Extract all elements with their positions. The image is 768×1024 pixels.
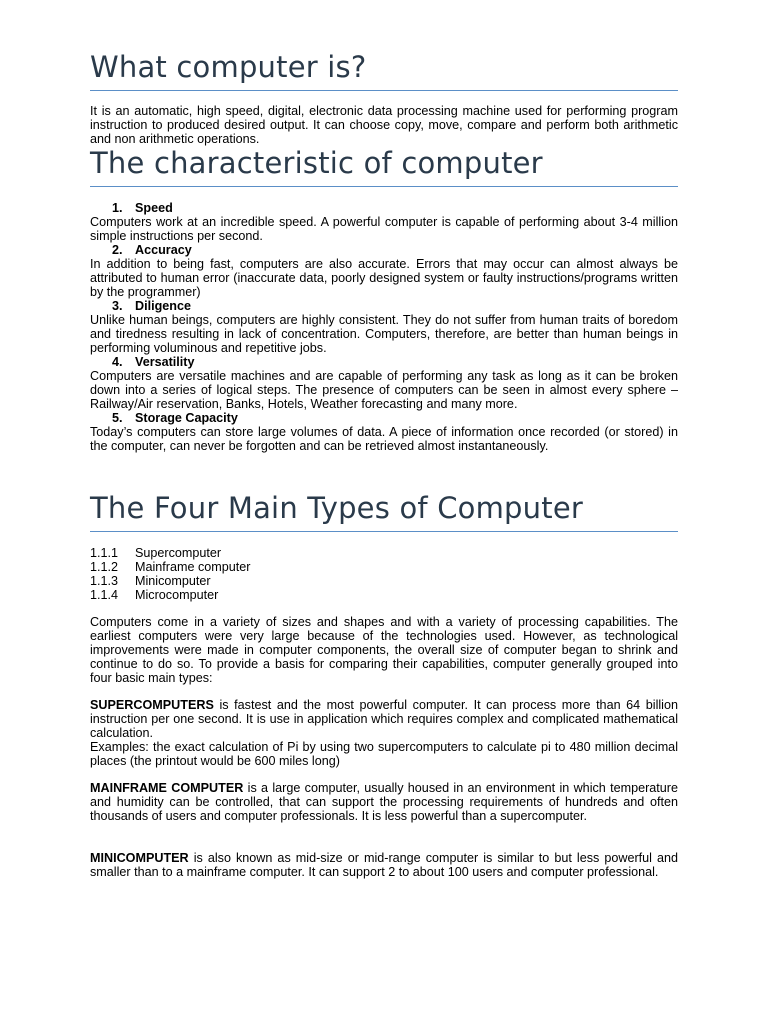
mainframe-paragraph: MAINFRAME COMPUTER is a large computer, usually housed in an environment in which temperature and humidity can be controlled, that can support the processing requirements of hundreds and often thousands of users and computer professionals. It is less powerful than a supercomputer. (90, 781, 678, 823)
heading-four-main-types: The Four Main Types of Computer (90, 491, 678, 532)
supercomputer-paragraph: SUPERCOMPUTERS is fastest and the most powerful computer. It can process more than 64 billion instruction per one second. It is use in application which requires complex and complicated mathematical calculation. (90, 698, 678, 740)
characteristic-heading: 4. Versatility (112, 355, 195, 369)
list-item: 1.1.3 Minicomputer (90, 574, 211, 588)
supercomputer-example: Examples: the exact calculation of Pi by using two supercomputers to calculate pi to 480 million decimal places (the printout would be 600 miles long) (90, 740, 678, 768)
mainframe-term: MAINFRAME COMPUTER (90, 781, 244, 795)
characteristic-text: Today’s computers can store large volumes of data. A piece of information once recorded (or stored) in the computer, can never be forgotten and can be retrieved almost instantaneously. (90, 425, 678, 453)
characteristic-text: Computers work at an incredible speed. A powerful computer is capable of performing about 3-4 million simple instructions per second. (90, 215, 678, 243)
list-item: 1.1.1 Supercomputer (90, 546, 222, 560)
characteristic-heading: 3. Diligence (112, 299, 191, 313)
characteristic-text: In addition to being fast, computers are also accurate. Errors that may occur can almost always be attributed to human error (inaccurate data, poorly designed system or faulty instructions/programs written by the programmer) (90, 257, 678, 299)
list-item: 1.1.4 Microcomputer (90, 588, 219, 602)
minicomputer-term: MINICOMPUTER (90, 851, 189, 865)
definition-paragraph: It is an automatic, high speed, digital, electronic data processing machine used for performing program instruction to produced desired output. It can choose copy, move, compare and perform both arithmetic and non arithmetic operations. (90, 104, 678, 146)
types-list (90, 546, 678, 602)
characteristic-heading: 1. Speed (112, 201, 173, 215)
characteristic-heading: 2. Accuracy (112, 243, 192, 257)
types-intro-paragraph: Computers come in a variety of sizes and shapes and with a variety of processing capabilities. The earliest computers were very large because of the technologies used. However, as technological improvements were made in computer components, the overall size of computer began to shrink and continue to do so. To provide a basis for comparing their capabilities, computer generally grouped into four basic main types: (90, 615, 678, 685)
characteristics-list (90, 201, 678, 453)
characteristic-text: Computers are versatile machines and are capable of performing any task as long as it can be broken down into a series of logical steps. The presence of computers can be seen in almost every sphere – Railway/Air reservation, Banks, Hotels, Weather forecasting and many more. (90, 369, 678, 411)
heading-what-computer-is: What computer is? (90, 50, 678, 91)
heading-characteristics: The characteristic of computer (90, 146, 678, 187)
minicomputer-paragraph: MINICOMPUTER is also known as mid-size or mid-range computer is similar to but less powerful and smaller than to a mainframe computer. It can support 2 to about 100 users and computer professional. (90, 851, 678, 879)
supercomputer-term: SUPERCOMPUTERS (90, 698, 214, 712)
characteristic-heading: 5. Storage Capacity (112, 411, 238, 425)
characteristic-text: Unlike human beings, computers are highly consistent. They do not suffer from human traits of boredom and tiredness resulting in lack of concentration. Computers, therefore, are better than human beings in performing voluminous and repetitive jobs. (90, 313, 678, 355)
list-item: 1.1.2 Mainframe computer (90, 560, 251, 574)
